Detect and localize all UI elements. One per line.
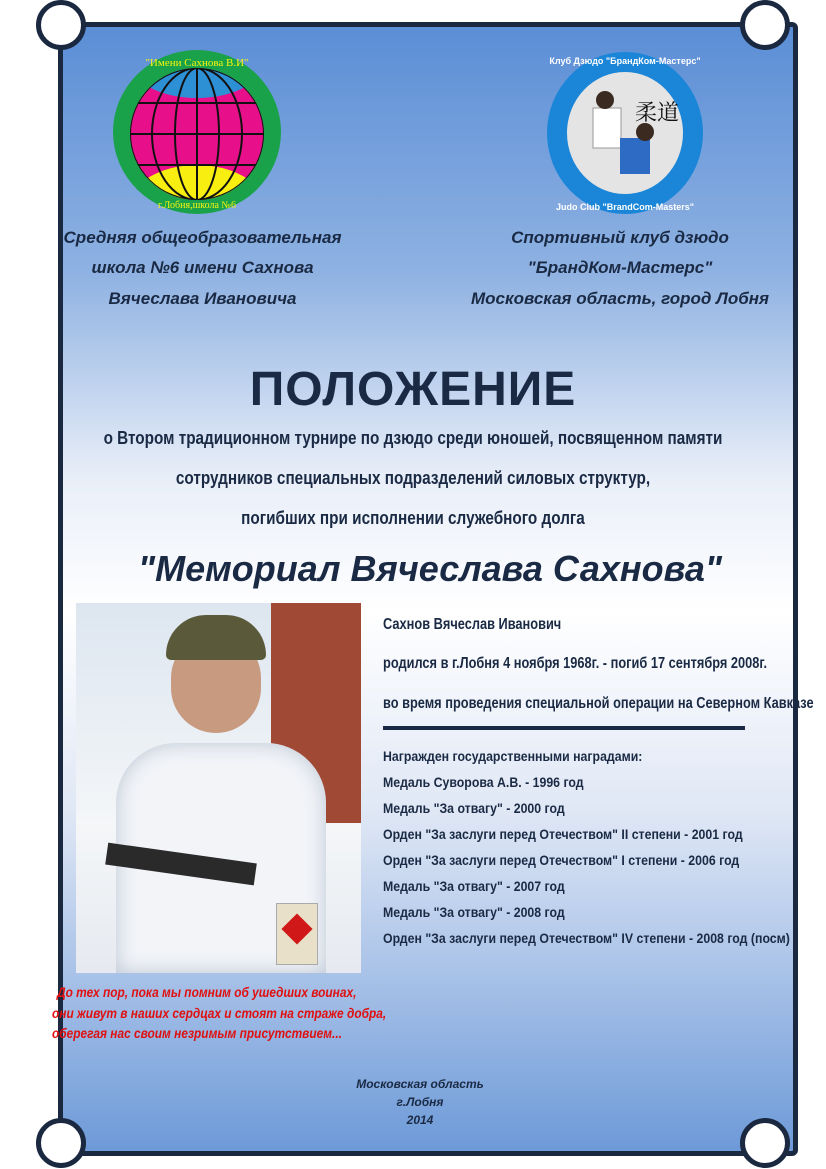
award-item: Орден "За заслуги перед Отечеством" I степени - 2006 год (383, 852, 740, 868)
award-item: Медаль Суворова А.В. - 1996 год (383, 774, 584, 790)
frame-corner (740, 0, 790, 50)
club-name-line: "БрандКом-Мастерс" (527, 258, 713, 277)
divider (383, 726, 745, 730)
frame-corner (36, 0, 86, 50)
quote-line: они живут в наших сердцах и стоят на страже добра, (52, 1005, 387, 1021)
frame-corner (740, 1118, 790, 1168)
school-name-line: Средняя общеобразовательная (63, 228, 342, 247)
award-item: Орден "За заслуги перед Отечеством" IV степени - 2008 год (посм) (383, 930, 790, 946)
person-dates: родился в г.Лобня 4 ноября 1968г. - погиб 17 сентября 2008г. (383, 655, 767, 672)
award-item: Медаль "За отвагу" - 2007 год (383, 878, 565, 894)
quote-line: До тех пор, пока мы помним об ушедших воинах, (57, 984, 357, 1000)
award-item: Орден "За заслуги перед Отечеством" II степени - 2001 год (383, 826, 743, 842)
school-logo (112, 48, 282, 216)
subtitle-line: сотрудников специальных подразделений силовых структур, (175, 468, 651, 488)
school-name-line: Вячеслава Ивановича (108, 289, 297, 308)
portrait-photo (76, 603, 361, 973)
subtitle-line: о Втором традиционном турнире по дзюдо среди юношей, посвященном памяти (103, 428, 723, 448)
club-logo-top-text: Клуб Дзюдо "БрандКом-Мастерс" (549, 56, 701, 66)
quote-line: оберегая нас своим незримым присутствием... (52, 1025, 342, 1041)
memorial-title: "Мемориал Вячеслава Сахнова" (138, 548, 722, 589)
school-logo-top-text: "Имени Сахнова В.И" (145, 57, 249, 69)
person-name: Сахнов Вячеслав Иванович (383, 616, 562, 633)
frame-corner (36, 1118, 86, 1168)
footer-city: г.Лобня (396, 1095, 444, 1109)
document-title: ПОЛОЖЕНИЕ (249, 363, 577, 416)
club-logo-kanji: 柔道 (634, 100, 680, 125)
award-item: Медаль "За отвагу" - 2000 год (383, 800, 565, 816)
award-item: Медаль "За отвагу" - 2008 год (383, 904, 565, 920)
club-name-line: Спортивный клуб дзюдо (511, 228, 729, 247)
awards-heading: Награжден государственными наградами: (383, 748, 643, 764)
footer-year: 2014 (406, 1113, 434, 1127)
subtitle-line: погибших при исполнении служебного долга (241, 508, 585, 528)
club-logo (545, 50, 705, 216)
footer-region: Московская область (356, 1077, 484, 1091)
club-logo-bottom-text: Judo Club "BrandCom-Masters" (555, 202, 695, 212)
school-name-line: школа №6 имени Сахнова (91, 258, 314, 277)
order-emblem (276, 903, 318, 965)
person-circumstance: во время проведения специальной операции на Северном Кавказе (383, 695, 814, 712)
club-name-line: Московская область, город Лобня (470, 289, 770, 308)
school-logo-bottom-text: г.Лобня,школа №6 (158, 200, 236, 211)
